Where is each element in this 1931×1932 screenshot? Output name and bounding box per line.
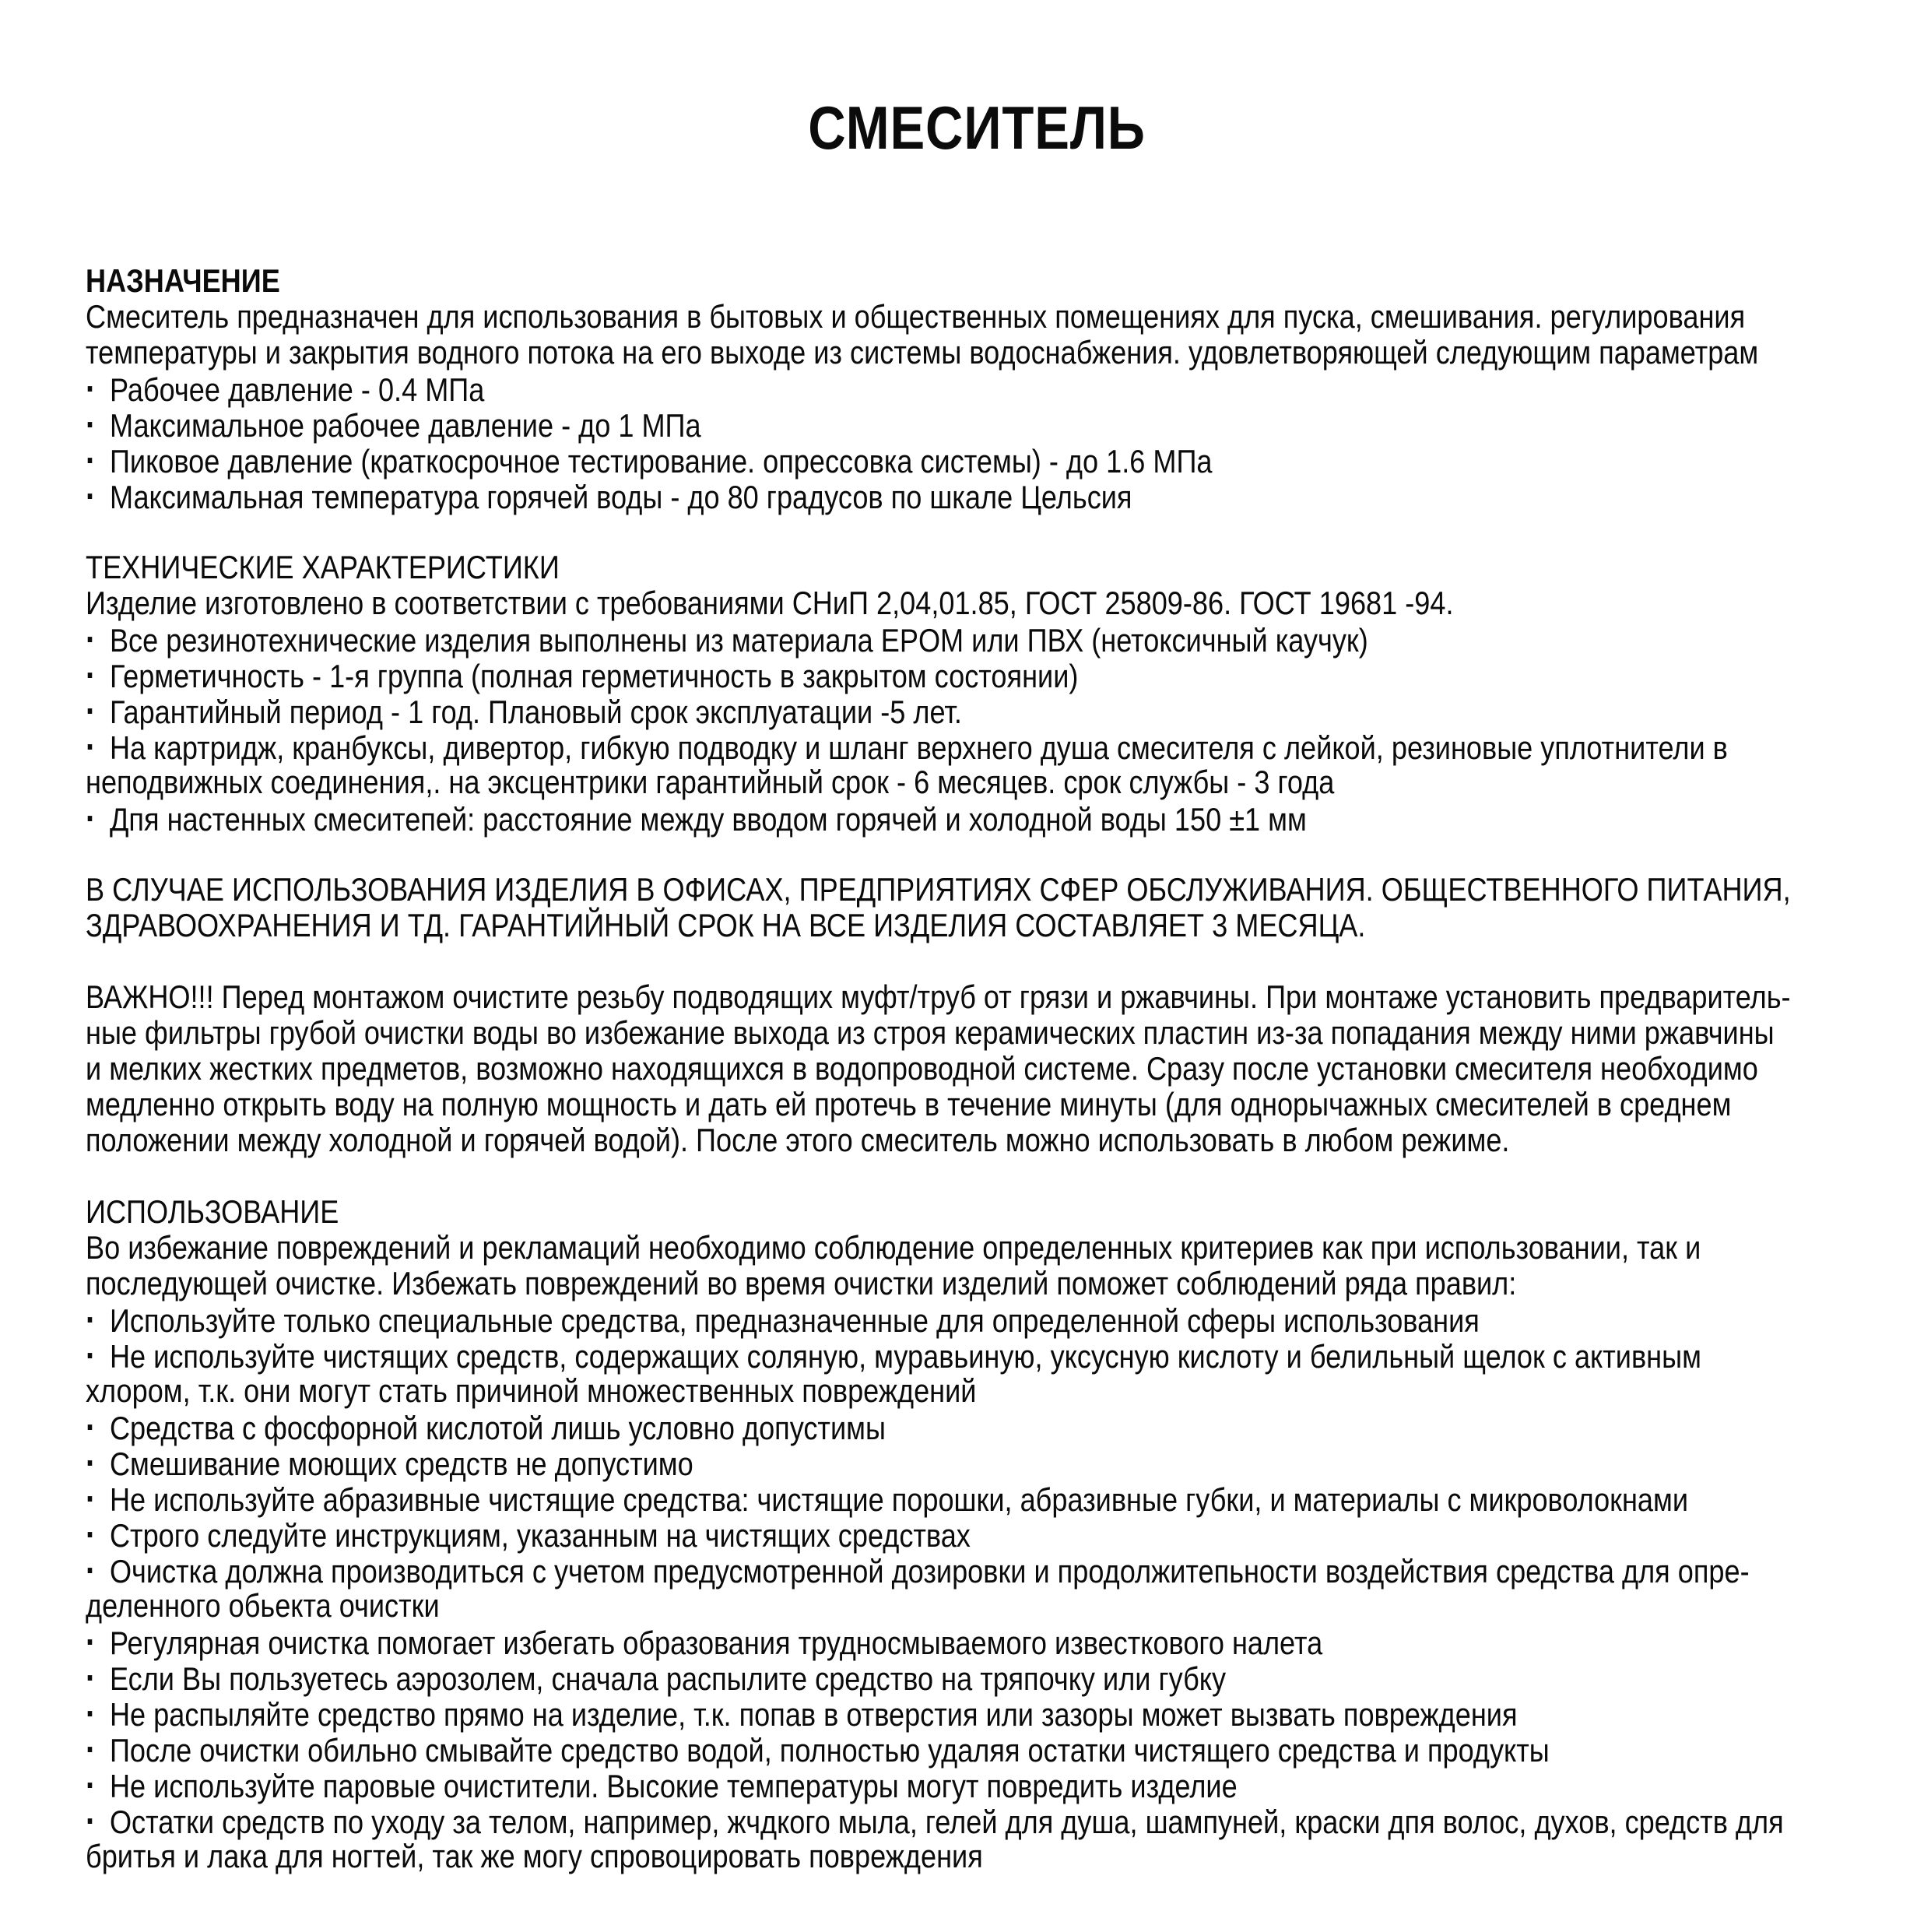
text-line-content: деленного обьекта очистки (86, 1587, 440, 1624)
text-line (86, 1122, 1869, 1158)
bullet-line (86, 1731, 1869, 1767)
text-line-content: медленно открыть воду на полную мощность и дать ей протечь в течение минуты (для однорычажных смесителей в среднем (86, 1086, 1732, 1122)
bullet-line (86, 726, 1869, 767)
bullet-marker: · (86, 476, 97, 516)
text-line (86, 1230, 1869, 1266)
text-line-content: Изделие изготовлено в соответствии с требованиями СНиП 2,04,01.85, ГОСТ 25809-86. ГОСТ 19681 -94. (86, 585, 1454, 621)
bullet-line (86, 1693, 1869, 1734)
bullet-line (86, 800, 1869, 836)
text-line-content: · Очистка должна производиться с учетом предусмотренной дозировки и продолжитепьности воздействия средства для опре- (86, 1550, 1750, 1590)
text-line-content: · Максимальное рабочее давление - до 1 МПа (86, 404, 701, 444)
bullet-marker: · (86, 1800, 97, 1841)
bullet-marker: · (86, 1550, 97, 1590)
bullet-marker: · (86, 655, 97, 695)
bullet-marker: · (86, 619, 97, 659)
bullet-marker: · (86, 1407, 97, 1447)
text-line (86, 1015, 1869, 1051)
bullet-marker: · (86, 1478, 97, 1519)
bullet-marker: · (86, 1442, 97, 1483)
bullet-marker: · (86, 690, 97, 731)
text-line-content: · На картридж, кранбуксы, дивертор, гибкую подводку и шланг верхнего душа смесителя с лейкой, резиновые уплотнители в (86, 726, 1728, 767)
text-line (86, 1266, 1869, 1301)
text-line (86, 764, 1869, 800)
text-line-content: · Пиковое давление (краткосрочное тестирование. опрессовка системы) - до 1.6 МПа (86, 440, 1213, 480)
bullet-marker: · (86, 1514, 97, 1554)
bullet-line (86, 621, 1869, 657)
section-sluchai-ispolzovaniya-v-ofisah (86, 872, 1869, 943)
text-line-content: · Не распыляйте средство прямо на изделие, т.к. попав в отверстия или зазоры может вызвать повреждения (86, 1693, 1518, 1734)
text-line (86, 299, 1869, 335)
bullet-line (86, 1657, 1869, 1698)
bullet-line (86, 657, 1869, 693)
section-tehnicheskie-harakteristiki (86, 550, 1869, 836)
section-naznachenie (86, 263, 1869, 514)
bullet-line (86, 406, 1869, 442)
bullet-line (86, 1800, 1869, 1841)
text-line-content: · Герметичность - 1-я группа (полная герметичность в закрытом состоянии) (86, 655, 1079, 695)
text-line-content: ВАЖНО!!! Перед монтажом очистите резьбу подводящих муфт/труб от грязи и ржавчины. При монтаже установить предваритель- (86, 978, 1791, 1015)
text-line-content: · Гарантийный период - 1 год. Плановый срок эксплуатации -5 лет. (86, 690, 962, 731)
bullet-marker: · (86, 726, 97, 767)
bullet-line (86, 1767, 1869, 1803)
section-heading-text: ТЕХНИЧЕСКИЕ ХАРАКТЕРИСТИКИ (86, 549, 560, 585)
bullet-line (86, 1621, 1869, 1662)
bullet-marker: · (86, 404, 97, 444)
text-line-content: · Регулярная очистка помогает избегать образования трудносмываемого известкового налета (86, 1621, 1323, 1662)
text-line-content: положении между холодной и горячей водой). После этого смеситель можно использовать в любом режиме. (86, 1122, 1510, 1158)
bullet-marker: · (86, 1729, 97, 1769)
text-line-content: · Не используйте чистящих средств, содержащих соляную, муравьиную, уксусную кислоту и белильный щелок с активным (86, 1335, 1701, 1375)
text-line-content: и мелких жестких предметов, возможно находящихся в водопроводной системе. Сразу после установки смесителя необходимо (86, 1050, 1758, 1087)
text-line-content: · Максимальная температура горячей воды - до 80 градусов по шкале Цельсия (86, 476, 1132, 516)
text-line-content: · После очистки обильно смывайте средство водой, полностью удаляя остатки чистящего средства и продукты (86, 1729, 1550, 1769)
text-line-content: ЗДРАВООХРАНЕНИЯ И ТД. ГАРАНТИЙНЫЙ СРОК НА ВСЕ ИЗДЕЛИЯ СОСТАВЛЯЕТ 3 МЕСЯЦА. (86, 907, 1366, 943)
bullet-line (86, 690, 1869, 731)
text-line (86, 335, 1869, 371)
text-line (86, 1588, 1869, 1624)
bullet-line (86, 1409, 1869, 1445)
text-line-content: бритья и лака для ногтей, так же могу спровоцировать повреждения (86, 1838, 983, 1874)
page-title (86, 92, 1869, 163)
text-line (86, 979, 1869, 1015)
text-line (86, 1839, 1869, 1874)
text-line (86, 908, 1869, 943)
bullet-marker: · (86, 1621, 97, 1662)
section-vazhno (86, 979, 1869, 1158)
text-line-content: неподвижных соединения,. на эксцентрики гарантийный срок - 6 месяцев. срок службы - 3 года (86, 764, 1335, 800)
text-line-content: · Рабочее давление - 0.4 МПа (86, 368, 485, 409)
section-heading-text: НАЗНАЧЕНИЕ (86, 262, 280, 299)
text-line-content: · Средства с фосфорной кислотой лишь условно допустимы (86, 1407, 886, 1447)
text-line-content: Смеситель предназначен для использования в бытовых и общественных помещениях для пуска, смешивания. регулирования (86, 298, 1746, 335)
text-line-content: · Используйте только специальные средства, предназначенные для определенной сферы использования (86, 1299, 1480, 1340)
text-line-content: · Остатки средств по уходу за телом, например, жчдкого мыла, гелей для душа, шампуней, краски дпя волос, духов, средств для (86, 1800, 1784, 1841)
text-line-content: В СЛУЧАЕ ИСПОЛЬЗОВАНИЯ ИЗДЕЛИЯ В ОФИСАХ, ПРЕДПРИЯТИЯХ СФЕР ОБСЛУЖИВАНИЯ. ОБЩЕСТВЕННОГО ПИТАНИЯ, (86, 871, 1791, 908)
text-line (86, 1373, 1869, 1409)
bullet-line (86, 1552, 1869, 1588)
section-ispolzovanie (86, 1194, 1869, 1874)
bullet-line (86, 1299, 1869, 1340)
section-heading (86, 550, 1869, 585)
text-line-content: · Не используйте абразивные чистящие средства: чистящие порошки, абразивные губки, и материалы с микроволокнами (86, 1478, 1689, 1519)
section-heading (86, 263, 1869, 299)
bullet-marker: · (86, 1693, 97, 1734)
text-line-content: · Все резинотехнические изделия выполнены из материала EPOM или ПВХ (нетоксичный каучук) (86, 619, 1368, 659)
bullet-marker: · (86, 1299, 97, 1340)
text-line-content: хлором, т.к. они могут стать причиной множественных повреждений (86, 1372, 977, 1409)
bullet-marker: · (86, 1765, 97, 1805)
page-title-text: СМЕСИТЕЛЬ (808, 93, 1146, 162)
bullet-line (86, 478, 1869, 514)
bullet-marker: · (86, 1335, 97, 1375)
bullet-line (86, 1442, 1869, 1483)
bullet-marker: · (86, 440, 97, 480)
text-line-content: последующей очистке. Избежать повреждений во время очистки изделий поможет соблюдений ряда правил: (86, 1265, 1517, 1301)
bullet-marker: · (86, 368, 97, 409)
text-line-content: температуры и закрытия водного потока на его выходе из системы водоснабжения. удовлетворяющей следующим параметрам (86, 334, 1759, 371)
bullet-marker: · (86, 1657, 97, 1698)
text-line-content: ные фильтры грубой очистки воды во избежание выхода из строя керамических пластин из-за попадания между ними ржавчины (86, 1014, 1775, 1051)
text-line (86, 872, 1869, 908)
text-line (86, 1051, 1869, 1087)
bullet-line (86, 1478, 1869, 1519)
text-line (86, 585, 1869, 621)
section-heading (86, 1194, 1869, 1230)
text-line-content: · Не используйте паровые очистители. Высокие температуры могут повредить изделие (86, 1765, 1238, 1805)
text-line-content: · Строго следуйте инструкциям, указанным на чистящих средствах (86, 1514, 971, 1554)
text-line-content: Во избежание повреждений и рекламаций необходимо соблюдение определенных критериев как при использовании, так и (86, 1229, 1701, 1266)
text-line-content: · Если Вы пользуетесь аэрозолем, сначала распылите средство на тряпочку или губку (86, 1657, 1227, 1698)
text-line-content: · Дпя настенных смеситепей: расстояние между вводом горячей и холодной воды 150 ±1 мм (86, 798, 1307, 838)
document-body (86, 263, 1869, 1874)
text-line (86, 1087, 1869, 1122)
bullet-line (86, 1337, 1869, 1373)
section-heading-text: ИСПОЛЬЗОВАНИЕ (86, 1193, 339, 1230)
bullet-line (86, 442, 1869, 478)
bullet-line (86, 1516, 1869, 1552)
bullet-line (86, 368, 1869, 409)
bullet-marker: · (86, 798, 97, 838)
text-line-content: · Смешивание моющих средств не допустимо (86, 1442, 693, 1483)
